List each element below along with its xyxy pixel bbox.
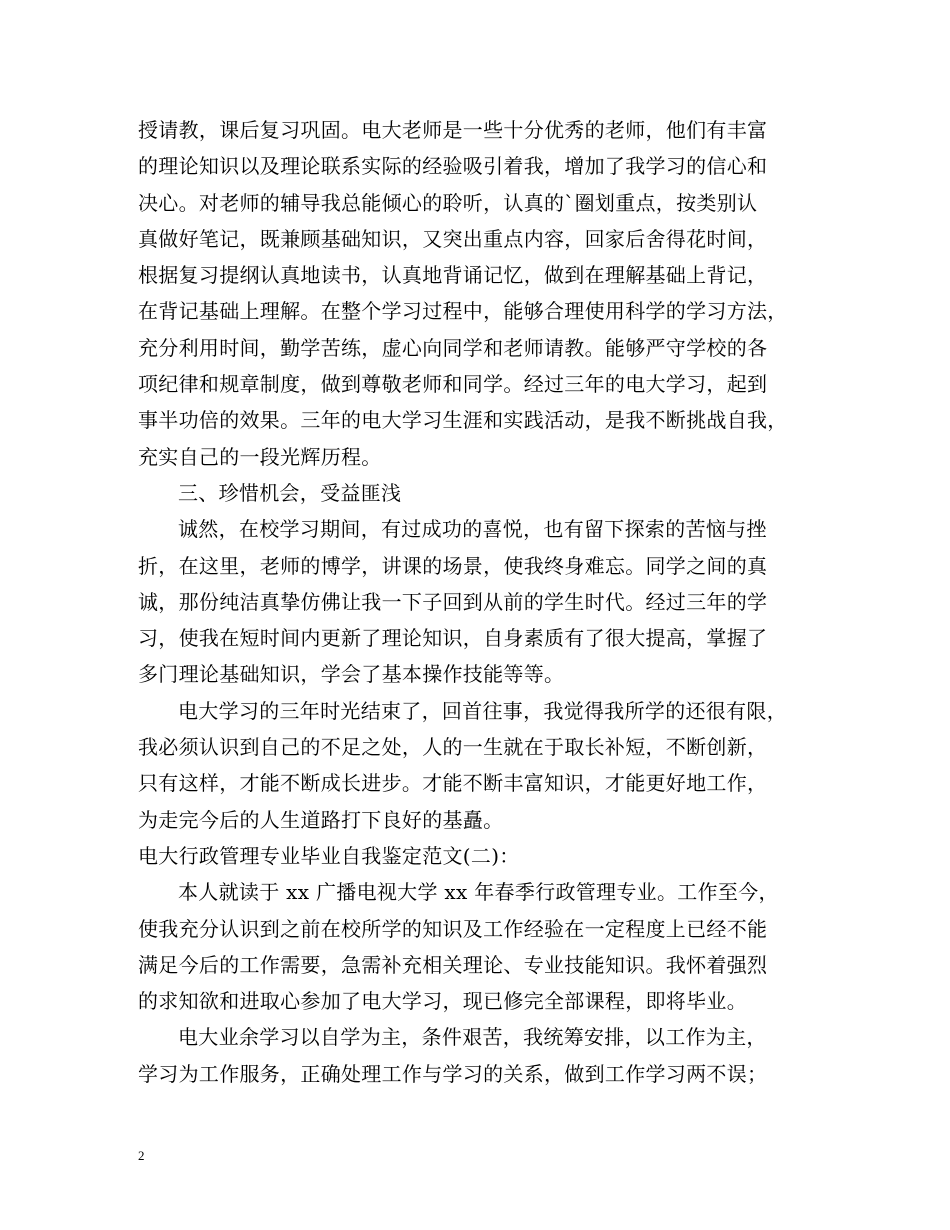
text-line: 多门理论基础知识，学会了基本操作技能等等。 [138, 662, 565, 687]
text-line: 只有这样，才能不断成长进步。才能不断丰富知识，才能更好地工作， [138, 771, 768, 796]
text-line: 使我充分认识到之前在校所学的知识及工作经验在一定程度上已经不能 [138, 916, 768, 941]
body-text [138, 112, 828, 1092]
text-line: 电大业余学习以自学为主，条件艰苦，我统筹安排，以工作为主， [178, 1025, 767, 1050]
text-line: 真做好笔记，既兼顾基础知识，又突出重点内容，回家后舍得花时间， [138, 226, 768, 251]
text-line: 的理论知识以及理论联系实际的经验吸引着我，增加了我学习的信心和 [138, 154, 768, 179]
text-line: 折，在这里，老师的博学，讲课的场景，使我终身难忘。同学之间的真 [138, 553, 768, 578]
text-line: 授请教，课后复习巩固。电大老师是一些十分优秀的老师，他们有丰富 [138, 118, 768, 142]
article-title: 电大行政管理专业毕业自我鉴定范文(二)： [138, 843, 520, 868]
text-line: 项纪律和规章制度，做到尊敬老师和同学。经过三年的电大学习，起到 [138, 372, 768, 397]
text-line: 电大学习的三年时光结束了，回首往事，我觉得我所学的还很有限， [178, 698, 787, 723]
text-line: 诚，那份纯洁真挚仿佛让我一下子回到从前的学生时代。经过三年的学 [138, 589, 768, 614]
text-line: 的求知欲和进取心参加了电大学习，现已修完全部课程，即将毕业。 [138, 989, 747, 1014]
text-line: 充实自己的一段光辉历程。 [138, 444, 382, 469]
text-line: 在背记基础上理解。在整个学习过程中，能够合理使用科学的学习方法， [138, 299, 788, 324]
text-line: 我必须认识到自己的不足之处，人的一生就在于取长补短，不断创新， [138, 735, 768, 760]
text-line: 根据复习提纲认真地读书，认真地背诵记忆，做到在理解基础上背记， [138, 263, 768, 288]
text-line: 事半功倍的效果。三年的电大学习生涯和实践活动，是我不断挑战自我， [138, 408, 788, 433]
text-line: 习，使我在短时间内更新了理论知识，自身素质有了很大提高，掌握了 [138, 626, 768, 651]
text-line: 学习为工作服务，正确处理工作与学习的关系，做到工作学习两不误； [138, 1061, 768, 1086]
text-line: 诚然，在校学习期间，有过成功的喜悦，也有留下探索的苦恼与挫 [178, 517, 767, 542]
text-line: 满足今后的工作需要，急需补充相关理论、专业技能知识。我怀着强烈 [138, 952, 768, 977]
section-heading: 三、珍惜机会，受益匪浅 [178, 480, 402, 505]
text-line: 为走完今后的人生道路打下良好的基矗。 [138, 807, 504, 832]
text-line: 充分利用时间，勤学苦练，虚心向同学和老师请教。能够严守学校的各 [138, 335, 768, 360]
text-line: 决心。对老师的辅导我总能倾心的聆听，认真的`圈划重点，按类别认 [138, 190, 758, 215]
page-number: 2 [138, 1148, 145, 1163]
text-line: 本人就读于 xx 广播电视大学 xx 年春季行政管理专业。工作至今， [178, 880, 779, 905]
